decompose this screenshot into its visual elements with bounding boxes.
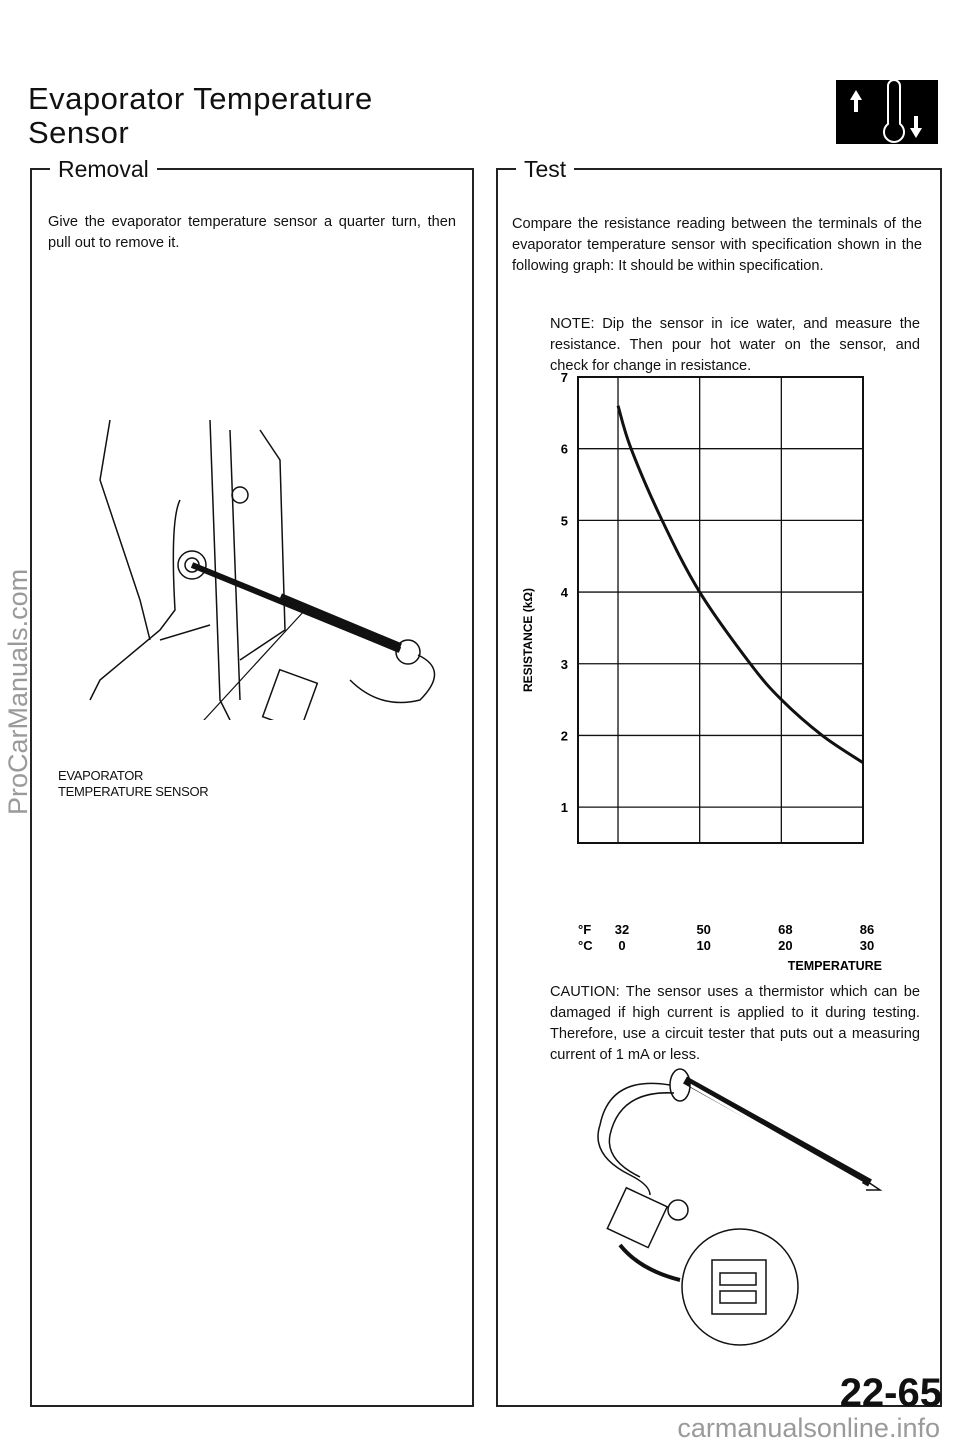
y-tick-label: 5	[560, 513, 568, 529]
watermark-side: ProCarManuals.com	[3, 568, 33, 815]
sensor-connector-illustration	[590, 1065, 890, 1385]
x-tick-label-c: 0	[618, 938, 626, 953]
removal-text: Give the evaporator temperature sensor a quarter turn, then pull out to remove it.	[48, 214, 456, 251]
x-tick-label-f: 68	[778, 922, 793, 937]
y-tick-label: 6	[560, 441, 568, 457]
sensor-callout-label	[58, 768, 208, 800]
test-note: NOTE: Dip the sensor in ice water, and measure the resistance. Then pour hot water on the sensor, and check for change in resistance.	[550, 316, 920, 374]
series-resistance-line	[618, 406, 863, 763]
removal-heading: Removal	[50, 156, 157, 183]
y-axis-label: RESISTANCE (kΩ)	[521, 587, 535, 693]
test-heading: Test	[516, 156, 574, 183]
y-tick-label: 3	[560, 656, 568, 672]
x-axis-label: TEMPERATURE	[787, 959, 882, 973]
page-title	[28, 82, 373, 150]
sensor-removal-illustration	[80, 400, 460, 720]
callout-line-1: EVAPORATOR	[58, 768, 144, 783]
callout-line-2: TEMPERATURE SENSOR	[58, 784, 209, 799]
title-line-2: Sensor	[28, 115, 130, 150]
y-tick-label: 4	[560, 585, 568, 601]
y-tick-label: 7	[560, 370, 568, 385]
x-tick-label-f: 86	[859, 922, 875, 937]
x-tick-label-c: 10	[696, 938, 711, 953]
y-tick-label: 2	[560, 728, 568, 744]
plot-frame	[578, 377, 863, 843]
page-number: 22-65	[839, 1371, 942, 1415]
x-tick-label-c: 30	[859, 938, 875, 953]
thermometer-up-down-icon	[836, 80, 938, 144]
resistance-temperature-chart	[500, 360, 900, 980]
x-unit-label-c: °C	[578, 938, 593, 953]
x-unit-label-f: °F	[578, 922, 592, 937]
test-text: Compare the resistance reading between the terminals of the evaporator temperature sensor with specification shown in the following graph: It should be within specification.	[512, 216, 922, 274]
test-caution: CAUTION: The sensor uses a thermistor which can be damaged if high current is applied to it during testing. Therefore, use a circuit tester that puts out a measuring current of 1 mA or less.	[550, 984, 920, 1063]
y-tick-label: 1	[560, 800, 568, 816]
x-tick-label-f: 32	[614, 922, 630, 937]
title-line-1: Evaporator Temperature	[28, 81, 373, 116]
x-tick-label-f: 50	[696, 922, 711, 937]
x-tick-label-c: 20	[778, 938, 793, 953]
watermark-bottom: carmanualsonline.info	[677, 1413, 940, 1443]
